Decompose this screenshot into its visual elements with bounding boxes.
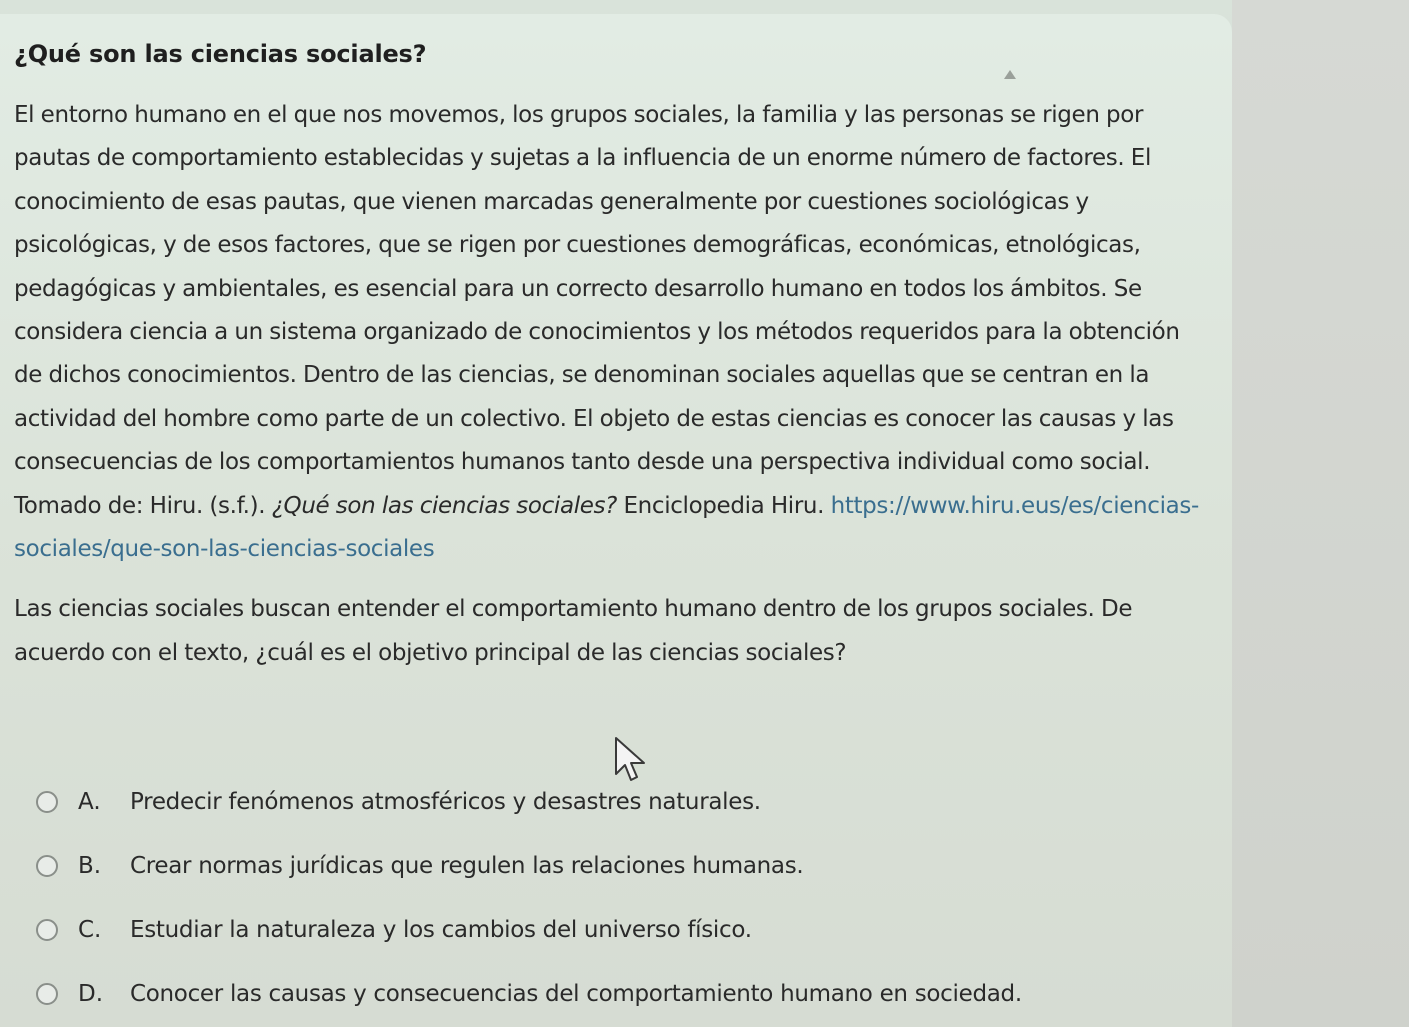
- radio-button-icon[interactable]: [36, 919, 58, 941]
- option-label: Estudiar la naturaleza y los cambios del universo físico.: [130, 917, 752, 943]
- option-d[interactable]: [36, 962, 1022, 1026]
- option-c[interactable]: [36, 898, 1022, 962]
- source-title: ¿Qué son las ciencias sociales?: [271, 492, 618, 519]
- source-publisher: Enciclopedia Hiru.: [617, 492, 831, 519]
- source-link[interactable]: https://www.hiru.eus/es/ciencias-sociales/que-son-las-ciencias-sociales: [14, 492, 1199, 563]
- question-text: Las ciencias sociales buscan entender el comportamiento humano dentro de los grupos sociales. De acuerdo con el texto, ¿cuál es el objetivo principal de las ciencias sociales?: [14, 596, 1133, 667]
- radio-button-icon[interactable]: [36, 855, 58, 877]
- option-letter: A.: [78, 789, 101, 815]
- reading-content: [14, 40, 1214, 675]
- right-margin: [1232, 0, 1409, 1027]
- option-b[interactable]: [36, 834, 1022, 898]
- option-letter: D.: [78, 981, 104, 1007]
- arrow-cursor-icon: [612, 736, 652, 786]
- radio-button-icon[interactable]: [36, 791, 58, 813]
- passage-body: El entorno humano en el que nos movemos, los grupos sociales, la familia y las personas se rigen por pautas de comportamiento establecidas y sujetas a la influencia de un enorme número de factores. El conocimiento de esas pautas, que vienen marcadas generalmente por cuestiones sociológicas y psicológicas, y de esos factores, que se rigen por cuestiones demográficas, económicas, etnológicas, pedagógicas y ambientales, es esencial para un correcto desarrollo humano en todos los ámbitos. Se considera ciencia a un sistema organizado de conocimientos y los métodos requeridos para la obtención de dichos conocimientos. Dentro de las ciencias, se denominan sociales aquellas que se centran en la actividad del hombre como parte de un colectivo. El objeto de estas ciencias es conocer las causas y las consecuencias de los comportamientos humanos tanto desde una perspectiva individual como social. Tomado de: Hiru. (s.f.).: [14, 102, 1180, 519]
- option-letter: C.: [78, 917, 102, 943]
- option-label: Predecir fenómenos atmosféricos y desastres naturales.: [130, 789, 761, 815]
- option-a[interactable]: [36, 770, 1022, 834]
- option-letter: B.: [78, 853, 102, 879]
- option-label: Conocer las causas y consecuencias del comportamiento humano en sociedad.: [130, 981, 1022, 1007]
- option-label: Crear normas jurídicas que regulen las relaciones humanas.: [130, 853, 804, 879]
- reading-passage: [14, 94, 1214, 571]
- radio-button-icon[interactable]: [36, 983, 58, 1005]
- answer-options: [36, 770, 1022, 1026]
- page-title: ¿Qué son las ciencias sociales?: [14, 40, 427, 68]
